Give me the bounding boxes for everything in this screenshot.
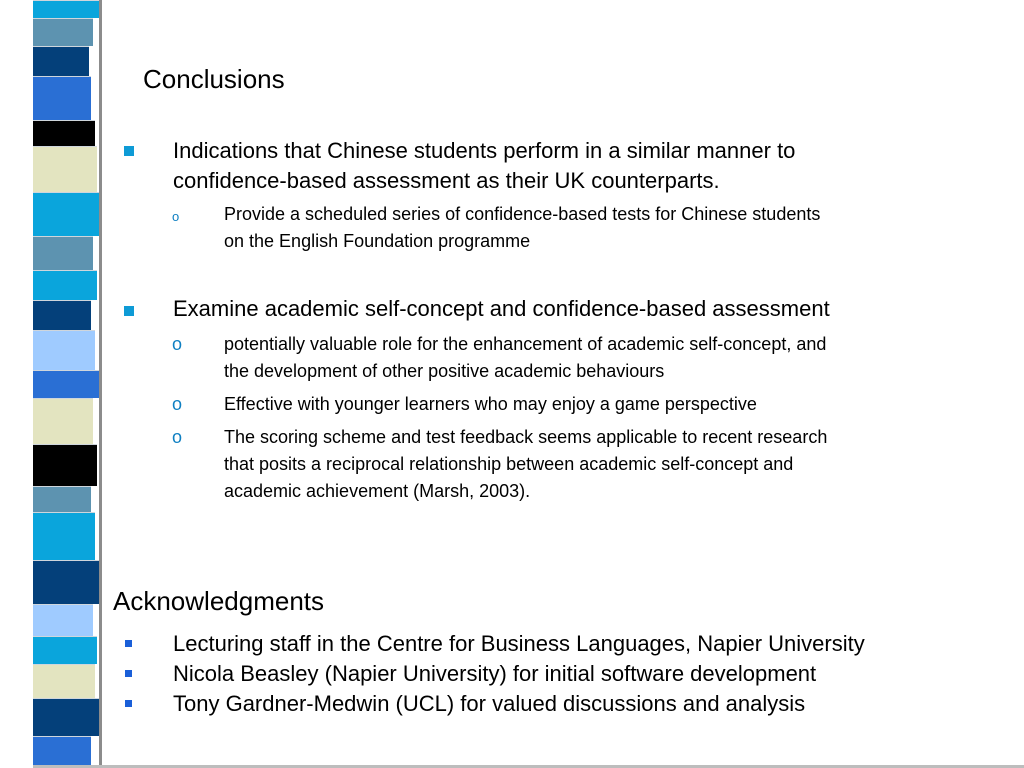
strip-block (33, 604, 93, 636)
conclusion-subpoint-2-3-line-2: that posits a reciprocal relationship between academic self-concept and (224, 454, 794, 474)
small-square-bullet-icon (125, 670, 132, 677)
strip-block (33, 146, 97, 192)
circle-bullet-icon: o (172, 334, 183, 354)
strip-block (33, 76, 91, 120)
strip-block (33, 560, 99, 604)
conclusion-subpoint-1-1-line-1: Provide a scheduled series of confidence-based tests for Chinese students (224, 204, 821, 224)
strip-shadow (99, 0, 102, 768)
strip-block (33, 664, 95, 698)
conclusion-subpoint-2-3-line-1: The scoring scheme and test feedback seems applicable to recent research (224, 427, 828, 447)
strip-block (33, 270, 97, 300)
strip-block (33, 18, 93, 46)
strip-block (33, 736, 91, 768)
strip-block (33, 444, 97, 486)
square-bullet-icon (124, 306, 134, 316)
conclusion-point-2-line-1: Examine academic self-concept and confidence-based assessment (173, 296, 830, 321)
strip-block (33, 300, 91, 330)
small-square-bullet-icon (125, 700, 132, 707)
strip-block (33, 120, 95, 146)
strip-block (33, 486, 91, 512)
strip-block (33, 236, 93, 270)
strip-block (33, 398, 93, 444)
decorative-color-strip (33, 0, 99, 768)
conclusion-subpoint-2-3-line-3: academic achievement (Marsh, 2003). (224, 481, 531, 501)
acknowledgment-item-2: Nicola Beasley (Napier University) for initial software development (173, 661, 817, 686)
strip-block (33, 192, 99, 236)
strip-block (33, 512, 95, 560)
strip-block (33, 330, 95, 370)
conclusions-title: Conclusions (143, 64, 285, 94)
circle-bullet-icon: o (172, 394, 183, 414)
acknowledgment-item-1: Lecturing staff in the Centre for Business Languages, Napier University (173, 631, 865, 656)
conclusion-subpoint-1-1-line-2: on the English Foundation programme (224, 231, 531, 251)
acknowledgment-item-3: Tony Gardner-Medwin (UCL) for valued discussions and analysis (173, 691, 806, 716)
strip-block (33, 0, 99, 18)
strip-block (33, 698, 99, 736)
conclusion-subpoint-2-1-line-1: potentially valuable role for the enhancement of academic self-concept, and (224, 334, 827, 354)
strip-block (33, 636, 97, 664)
conclusion-subpoint-2-2-line-1: Effective with younger learners who may enjoy a game perspective (224, 394, 757, 414)
circle-bullet-icon: o (172, 209, 180, 224)
strip-block (33, 370, 99, 398)
acknowledgments-title: Acknowledgments (113, 586, 324, 616)
conclusion-point-1-line-2: confidence-based assessment as their UK counterparts. (173, 168, 720, 193)
conclusion-subpoint-2-1-line-2: the development of other positive academic behaviours (224, 361, 665, 381)
conclusion-point-1-line-1: Indications that Chinese students perform in a similar manner to (173, 138, 796, 163)
small-square-bullet-icon (125, 640, 132, 647)
square-bullet-icon (124, 146, 134, 156)
circle-bullet-icon: o (172, 427, 183, 447)
strip-block (33, 46, 89, 76)
